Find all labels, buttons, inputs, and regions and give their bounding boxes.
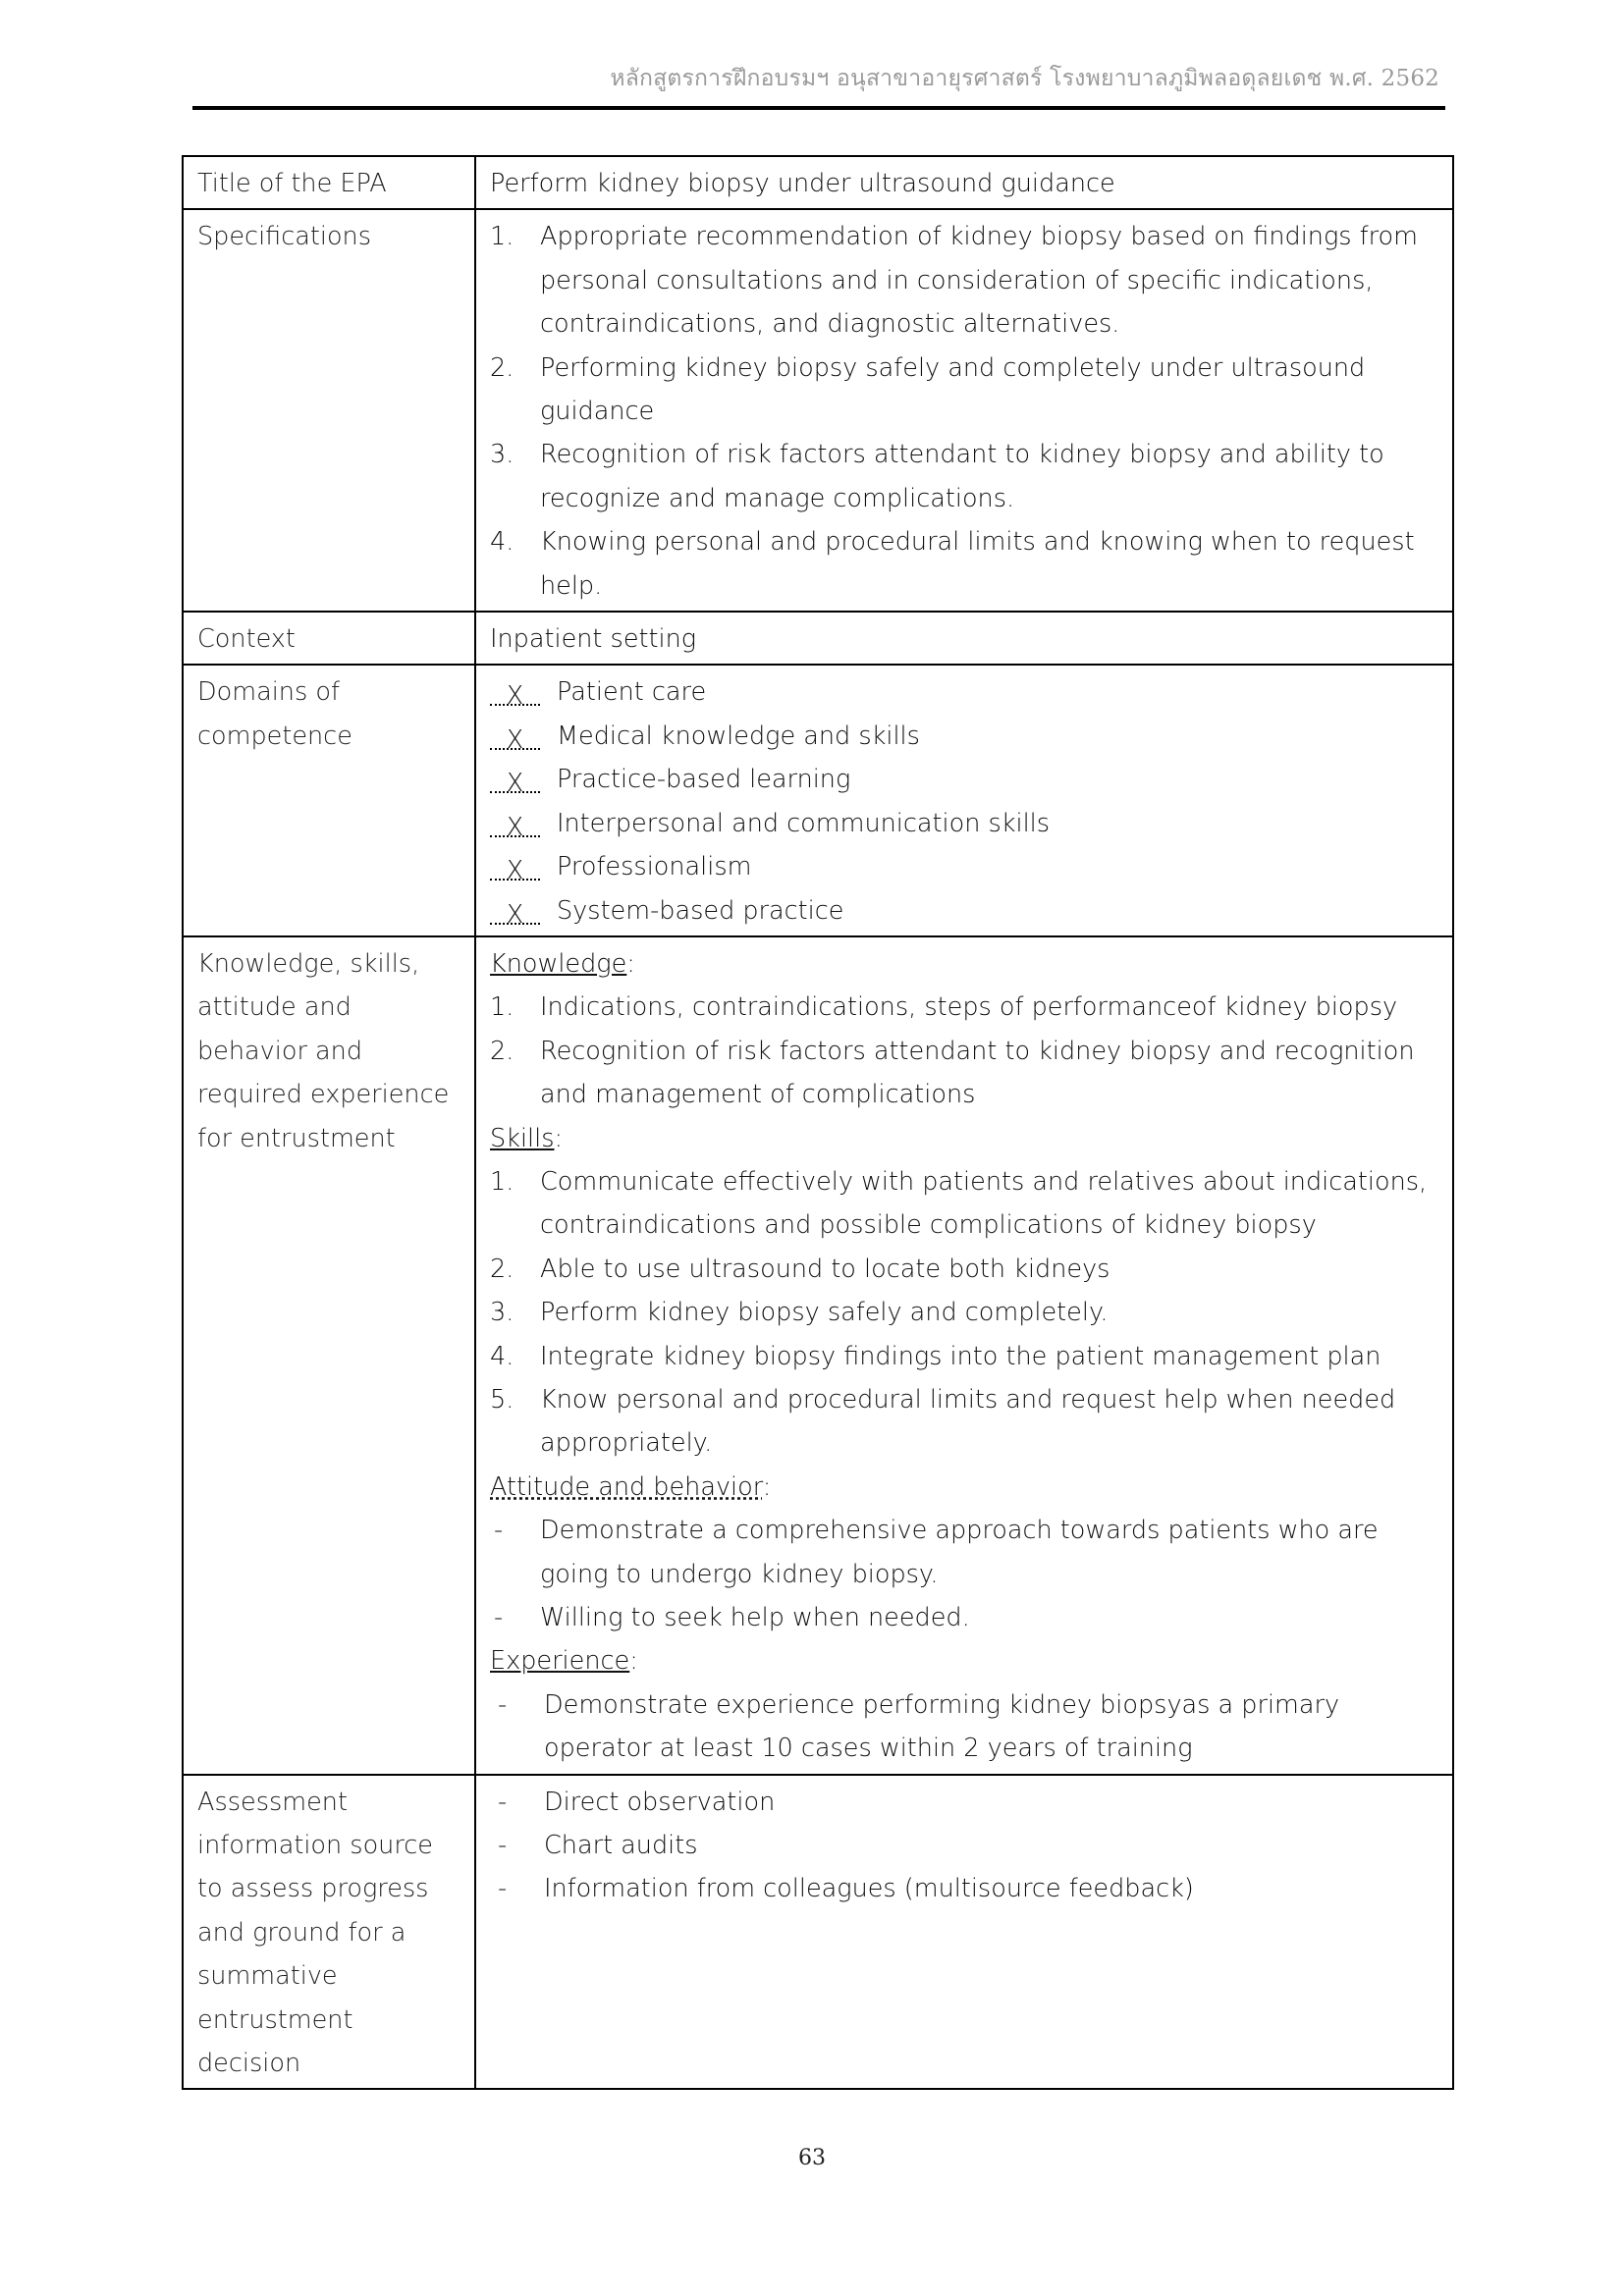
experience-heading: Experience: (490, 1646, 638, 1677)
attitude-heading: Attitude and behavior: (490, 1471, 772, 1502)
domains-list (475, 665, 1453, 935)
context-value: Inpatient setting (475, 612, 1453, 665)
domains-label: Domains of competence (183, 665, 475, 935)
list-item (490, 1248, 1438, 1291)
item-text: Communicate effectively with patients and relatives about indications, contraindications and possible complications of kidney biopsy (540, 1166, 1428, 1241)
item-number: 4. (490, 527, 514, 558)
check-mark: X (490, 893, 540, 925)
item-bullet: - (494, 1516, 504, 1546)
header-rule (192, 106, 1445, 110)
item-number: 2. (490, 352, 514, 383)
list-item (490, 433, 1438, 520)
item-text: Willing to seek help when needed. (540, 1603, 970, 1632)
item-text: Indications, contraindications, steps of performanceof kidney biopsy (540, 992, 1398, 1023)
list-item (490, 1824, 1438, 1867)
row-assessment (183, 1775, 1453, 2090)
domain-text: Medical knowledge and skills (557, 721, 920, 751)
check-mark: X (490, 806, 540, 837)
assessment-list (475, 1775, 1453, 2090)
domain-text: Interpersonal and communication skills (557, 808, 1051, 838)
ksa-content (475, 936, 1453, 1775)
row-domains (183, 665, 1453, 935)
item-text: Knowing personal and procedural limits and knowing when to request help. (540, 527, 1415, 601)
running-header: หลักสูตรการฝึกอบรมฯ อนุสาขาอายุรศาสตร์ โรงพยาบาลภูมิพลอดุลยเดช พ.ศ. 2562 (610, 66, 1439, 91)
ksa-label: Knowledge, skills, attitude and behavior and required experience for entrustment (183, 936, 475, 1775)
skills-heading: Skills: (490, 1123, 564, 1153)
item-text: Recognition of risk factors attendant to kidney biopsy and ability to recognize and manage complications. (540, 440, 1384, 513)
list-item (490, 986, 1438, 1029)
row-ksa (183, 936, 1453, 1775)
list-item (490, 1160, 1438, 1248)
specifications-label: Specifications (183, 209, 475, 612)
item-number: 3. (490, 1298, 514, 1328)
domain-item (490, 845, 1438, 888)
list-item (490, 1030, 1438, 1117)
row-specifications (183, 209, 1453, 612)
domain-item (490, 670, 1438, 714)
check-mark: X (490, 849, 540, 881)
list-item (490, 1378, 1438, 1466)
row-title (183, 156, 1453, 209)
item-number: 1. (490, 1166, 514, 1197)
title-label: Title of the EPA (183, 156, 475, 209)
item-number: 3. (490, 440, 514, 470)
item-number: 1. (490, 222, 514, 252)
check-mark: X (490, 719, 540, 750)
check-mark: X (490, 674, 540, 706)
domain-text: Patient care (557, 677, 707, 708)
item-number: 1. (490, 992, 514, 1023)
domain-text: System-based practice (557, 895, 844, 926)
domain-item (490, 715, 1438, 758)
item-number: 2. (490, 1254, 514, 1284)
item-number: 4. (490, 1341, 514, 1371)
item-text: Demonstrate a comprehensive approach towards patients who are going to undergo kidney biopsy. (540, 1516, 1379, 1589)
item-bullet: - (498, 1689, 508, 1720)
title-value: Perform kidney biopsy under ultrasound guidance (475, 156, 1453, 209)
item-text: Able to use ultrasound to locate both kidneys (540, 1254, 1110, 1284)
item-text: Perform kidney biopsy safely and completely. (540, 1298, 1109, 1328)
list-item (490, 215, 1438, 346)
list-item (490, 1291, 1438, 1334)
item-bullet: - (498, 1787, 508, 1817)
assessment-label: Assessment information source to assess progress and ground for a summative entrustment decision (183, 1775, 475, 2090)
item-text: Chart audits (544, 1831, 698, 1861)
domain-text: Professionalism (557, 852, 752, 882)
page-number: 63 (798, 2146, 826, 2170)
item-number: 5. (490, 1384, 514, 1415)
list-item (490, 1683, 1438, 1771)
list-item (490, 1335, 1438, 1378)
domain-item (490, 889, 1438, 933)
context-label: Context (183, 612, 475, 665)
item-text: Demonstrate experience performing kidney biopsyas a primary operator at least 10 cases within 2 years of training (544, 1689, 1340, 1764)
specifications-list (475, 209, 1453, 612)
item-text: Integrate kidney biopsy findings into the patient management plan (540, 1341, 1381, 1371)
epa-table (182, 155, 1454, 2090)
list-item (490, 347, 1438, 434)
check-mark: X (490, 762, 540, 793)
item-text: Information from colleagues (multisource feedback) (544, 1874, 1194, 1904)
item-text: Appropriate recommendation of kidney biopsy based on findings from personal consultations and in consideration of specific indications, contraindications, and diagnostic alternatives. (540, 222, 1418, 340)
domain-item (490, 802, 1438, 845)
list-item (490, 1509, 1438, 1596)
item-text: Performing kidney biopsy safely and completely under ultrasound guidance (540, 352, 1366, 427)
item-bullet: - (498, 1874, 508, 1904)
domain-text: Practice-based learning (557, 765, 851, 795)
list-item (490, 1596, 1438, 1639)
list-item (490, 1781, 1438, 1824)
list-item (490, 520, 1438, 608)
domain-item (490, 758, 1438, 801)
item-text: Recognition of risk factors attendant to kidney biopsy and recognition and management of complications (540, 1036, 1415, 1110)
item-text: Direct observation (544, 1787, 776, 1817)
item-bullet: - (498, 1831, 508, 1861)
list-item (490, 1867, 1438, 1910)
item-bullet: - (494, 1603, 504, 1632)
item-text: Know personal and procedural limits and request help when needed appropriately. (540, 1384, 1396, 1459)
row-context (183, 612, 1453, 665)
item-number: 2. (490, 1036, 514, 1066)
knowledge-heading: Knowledge: (490, 948, 635, 979)
